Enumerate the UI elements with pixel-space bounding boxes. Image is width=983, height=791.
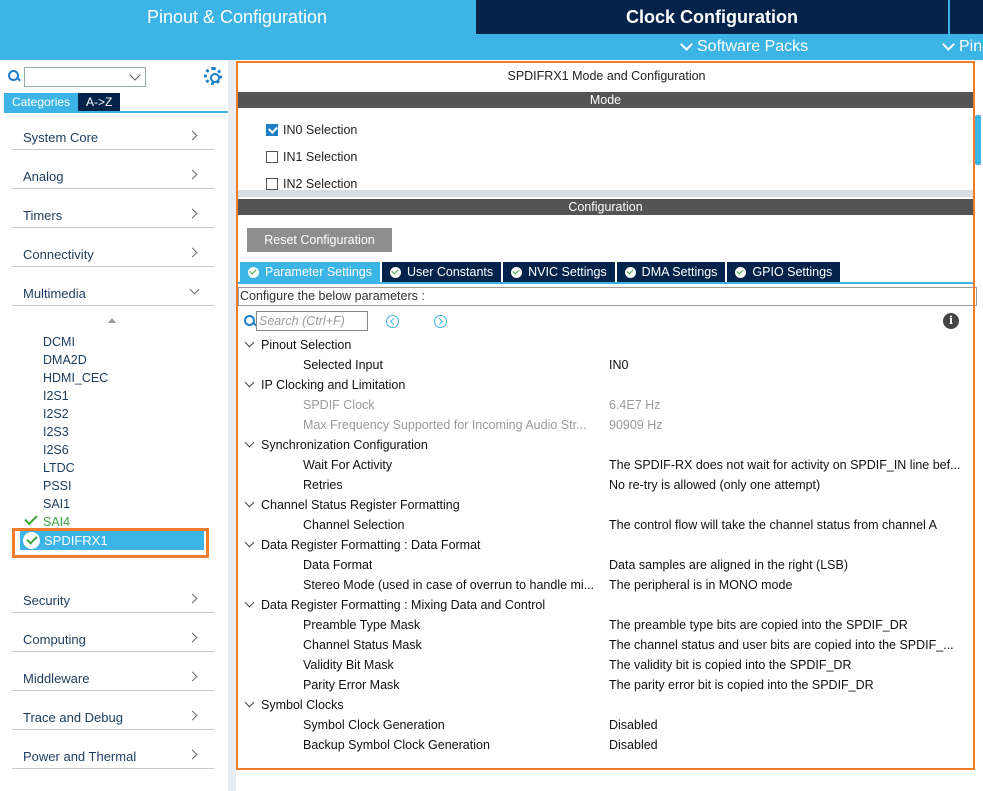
param-name: Parity Error Mask bbox=[303, 678, 400, 692]
param-value[interactable]: Disabled bbox=[609, 718, 658, 732]
tab-a-z[interactable]: A->Z bbox=[78, 93, 120, 111]
param-value: 90909 Hz bbox=[609, 418, 663, 432]
param-value: 6.4E7 Hz bbox=[609, 398, 661, 412]
param-value[interactable]: The validity bit is copied into the SPDIF_DR bbox=[609, 658, 852, 672]
chevron-down-icon bbox=[190, 285, 200, 295]
multimedia-item-ltdc[interactable]: LTDC bbox=[43, 461, 75, 475]
software-packs-menu[interactable] bbox=[682, 38, 808, 56]
category-label: Middleware bbox=[23, 671, 90, 686]
multimedia-item-i2s3[interactable]: I2S3 bbox=[43, 425, 69, 439]
param-value[interactable]: The parity error bit is copied into the SPDIF_DR bbox=[609, 678, 874, 692]
param-value[interactable]: The control flow will take the channel status from channel A bbox=[609, 518, 937, 532]
multimedia-item-sai4[interactable]: SAI4 bbox=[43, 515, 71, 529]
category-analog[interactable] bbox=[12, 165, 214, 189]
category-connectivity[interactable] bbox=[12, 243, 214, 267]
category-timers[interactable] bbox=[12, 204, 214, 228]
category-label: Connectivity bbox=[23, 247, 94, 262]
software-packs-label: Software Packs bbox=[697, 38, 809, 55]
group-data-format[interactable]: Data Register Formatting : Data Format bbox=[261, 538, 481, 552]
param-name: SPDIF Clock bbox=[303, 398, 375, 412]
panel-title: SPDIFRX1 Mode and Configuration bbox=[507, 69, 706, 83]
mode-option-label: IN2 Selection bbox=[283, 177, 358, 190]
multimedia-item-pssi[interactable]: PSSI bbox=[43, 479, 72, 493]
chevron-right-icon bbox=[188, 170, 198, 180]
param-name: Data Format bbox=[303, 558, 373, 572]
pinout-menu-label: Pin bbox=[959, 38, 983, 55]
category-label: Trace and Debug bbox=[23, 710, 123, 725]
param-name: Channel Status Mask bbox=[303, 638, 422, 652]
chevron-right-icon bbox=[188, 672, 198, 682]
mode-option-label: IN0 Selection bbox=[283, 123, 358, 137]
multimedia-item-sai1[interactable]: SAI1 bbox=[43, 497, 71, 511]
group-ip-clocking[interactable]: IP Clocking and Limitation bbox=[261, 378, 406, 392]
tab-label: User Constants bbox=[407, 265, 494, 279]
param-name: Backup Symbol Clock Generation bbox=[303, 738, 490, 752]
category-system-core[interactable] bbox=[12, 126, 214, 150]
category-label: Security bbox=[23, 593, 70, 608]
category-security[interactable] bbox=[12, 589, 214, 613]
param-value[interactable]: The channel status and user bits are copied into the SPDIF_... bbox=[609, 638, 954, 652]
top-bar bbox=[0, 0, 983, 60]
chevron-right-icon bbox=[188, 633, 198, 643]
search-icon bbox=[8, 70, 20, 82]
info-icon[interactable]: i bbox=[943, 313, 959, 329]
param-name: Stereo Mode (used in case of overrun to handle mi... bbox=[303, 578, 595, 592]
param-name: Preamble Type Mask bbox=[303, 618, 421, 632]
param-name: Retries bbox=[303, 478, 343, 492]
multimedia-item-dcmi[interactable]: DCMI bbox=[43, 335, 75, 349]
param-value[interactable]: The preamble type bits are copied into the SPDIF_DR bbox=[609, 618, 908, 632]
param-value[interactable]: The peripheral is in MONO mode bbox=[609, 578, 793, 592]
category-label: Power and Thermal bbox=[23, 749, 137, 764]
category-view-tabs bbox=[4, 93, 120, 111]
param-name: Channel Selection bbox=[303, 518, 405, 532]
parameter-search-input[interactable]: Search (Ctrl+F) bbox=[256, 311, 368, 331]
param-name: Selected Input bbox=[303, 358, 383, 372]
multimedia-item-i2s1[interactable]: I2S1 bbox=[43, 389, 69, 403]
multimedia-item-dma2d[interactable]: DMA2D bbox=[43, 353, 87, 367]
tab-label: Parameter Settings bbox=[265, 265, 372, 279]
configuration-highlight-frame bbox=[236, 61, 975, 770]
param-value[interactable]: No re-try is allowed (only one attempt) bbox=[609, 478, 821, 492]
configure-hint: Configure the below parameters : bbox=[238, 287, 977, 306]
group-mixing-data[interactable]: Data Register Formatting : Mixing Data and Control bbox=[261, 598, 546, 612]
category-trace-and-debug[interactable] bbox=[12, 706, 214, 730]
chevron-right-icon bbox=[188, 131, 198, 141]
mode-option-label: IN1 Selection bbox=[283, 150, 358, 164]
category-label: Analog bbox=[23, 169, 64, 184]
tab-label: NVIC Settings bbox=[528, 265, 607, 279]
param-name: Symbol Clock Generation bbox=[303, 718, 445, 732]
category-search-input[interactable] bbox=[24, 67, 146, 87]
mode-header: Mode bbox=[238, 92, 973, 108]
param-value[interactable]: The SPDIF-RX does not wait for activity on SPDIF_IN line bef... bbox=[609, 458, 961, 472]
chevron-down-icon bbox=[942, 38, 955, 51]
tab-overflow[interactable] bbox=[950, 0, 983, 34]
tab-underline bbox=[4, 111, 228, 113]
category-multimedia[interactable] bbox=[12, 282, 214, 306]
chevron-down-icon[interactable] bbox=[129, 69, 140, 80]
param-value[interactable]: Disabled bbox=[609, 738, 658, 752]
left-panel-splitter[interactable] bbox=[228, 60, 236, 791]
chevron-right-icon bbox=[188, 594, 198, 604]
scroll-up-icon[interactable] bbox=[108, 318, 116, 323]
reset-configuration-button[interactable]: Reset Configuration bbox=[247, 228, 392, 252]
group-pinout-selection[interactable]: Pinout Selection bbox=[261, 338, 352, 352]
chevron-right-icon bbox=[188, 750, 198, 760]
group-symbol-clocks[interactable]: Symbol Clocks bbox=[261, 698, 344, 712]
category-label: Computing bbox=[23, 632, 86, 647]
chevron-right-icon bbox=[188, 209, 198, 219]
multimedia-item-i2s2[interactable]: I2S2 bbox=[43, 407, 69, 421]
category-power-and-thermal[interactable] bbox=[12, 745, 214, 769]
pinout-menu[interactable] bbox=[944, 38, 982, 56]
category-middleware[interactable] bbox=[12, 667, 214, 691]
group-synchronization[interactable]: Synchronization Configuration bbox=[261, 438, 428, 452]
selection-highlight-frame bbox=[12, 528, 209, 558]
category-label: Multimedia bbox=[23, 286, 86, 301]
category-label: Timers bbox=[23, 208, 63, 223]
mode-scrollbar[interactable] bbox=[975, 115, 981, 165]
chevron-down-icon bbox=[680, 38, 693, 51]
category-computing[interactable] bbox=[12, 628, 214, 652]
param-name: Max Frequency Supported for Incoming Audio Str... bbox=[303, 418, 587, 432]
tab-label: DMA Settings bbox=[641, 265, 718, 279]
gear-icon[interactable] bbox=[204, 67, 222, 85]
param-name: Wait For Activity bbox=[303, 458, 393, 472]
multimedia-item-hdmi-cec[interactable]: HDMI_CEC bbox=[43, 371, 109, 385]
group-channel-status[interactable]: Channel Status Register Formatting bbox=[261, 498, 460, 512]
configuration-header: Configuration bbox=[238, 199, 973, 215]
tab-pinout-configuration[interactable]: Pinout & Configuration bbox=[0, 0, 474, 34]
multimedia-item-i2s6[interactable]: I2S6 bbox=[43, 443, 69, 457]
chevron-right-icon bbox=[188, 711, 198, 721]
tab-label: GPIO Settings bbox=[752, 265, 833, 279]
tab-clock-configuration[interactable]: Clock Configuration bbox=[476, 0, 948, 34]
param-name: Validity Bit Mask bbox=[303, 658, 394, 672]
param-value[interactable]: IN0 bbox=[609, 358, 629, 372]
selected-item-label: SPDIFRX1 bbox=[44, 533, 108, 548]
tab-categories[interactable]: Categories bbox=[4, 93, 78, 111]
chevron-right-icon bbox=[188, 248, 198, 258]
param-value[interactable]: Data samples are aligned in the right (LSB) bbox=[609, 558, 849, 572]
category-label: System Core bbox=[23, 130, 99, 145]
